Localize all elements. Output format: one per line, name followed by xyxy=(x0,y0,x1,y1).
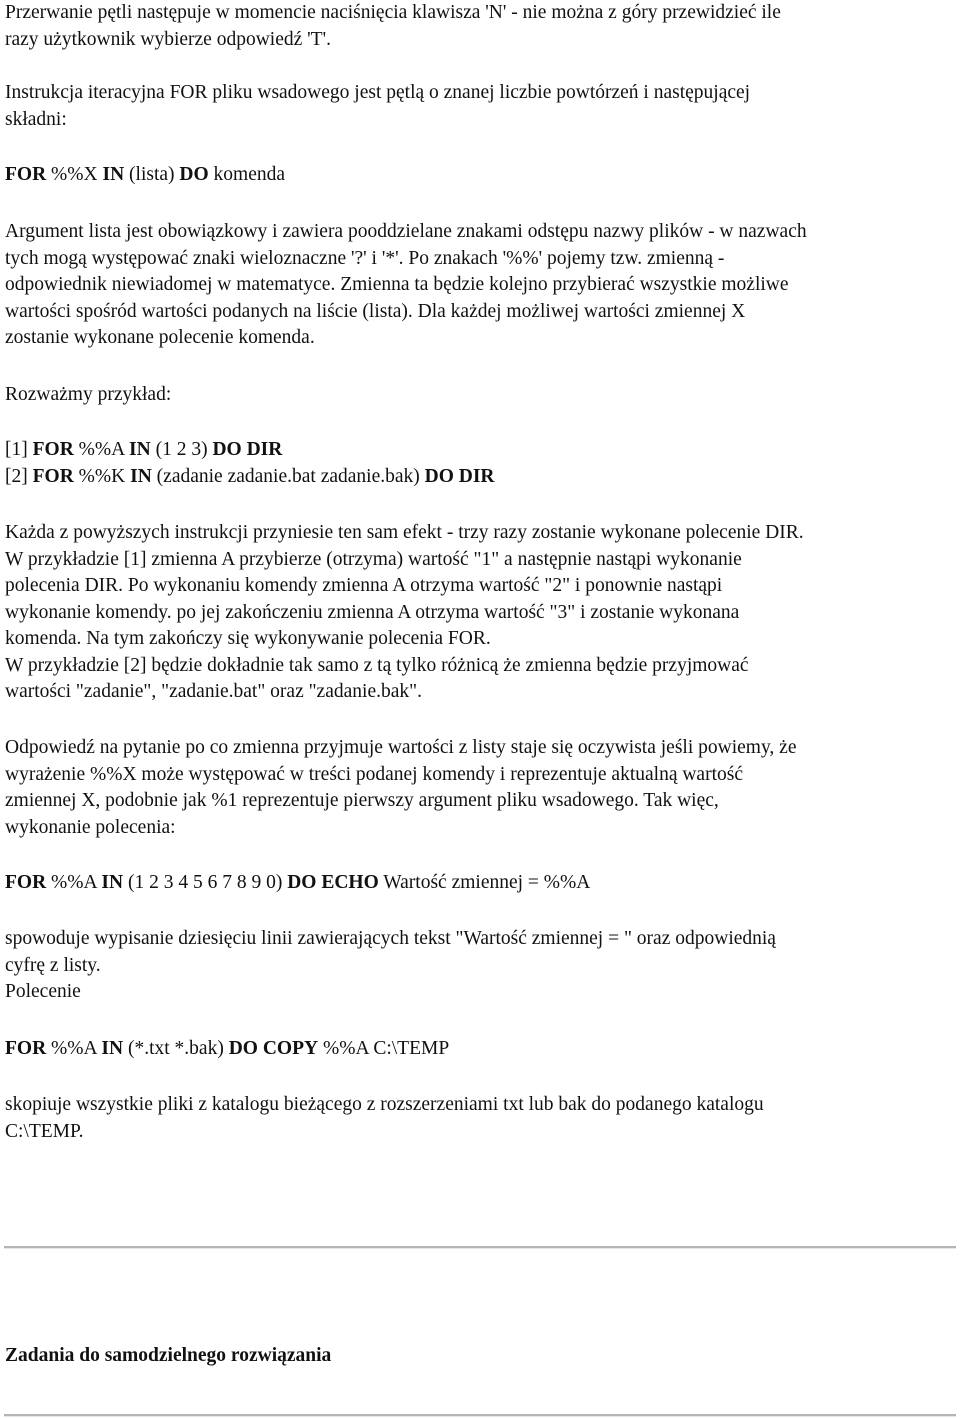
echo-result-line-3: Polecenie xyxy=(5,981,81,1002)
horizontal-rule-bottom xyxy=(4,1414,956,1417)
syntax-variable: %%X xyxy=(46,164,103,185)
argument-line-2: tych mogą występować znaki wieloznaczne '?' i '*'. Po znakach '%%' pojemy tzw. zmienną - xyxy=(5,247,725,269)
echo-keyword-for: FOR xyxy=(5,872,47,893)
echo-list: (1 2 3 4 5 6 7 8 9 0) xyxy=(123,872,288,893)
for-intro-line-1: Instrukcja iteracyjna FOR pliku wsadowego jest pętlą o znanej liczbie powtórzeń i następującej xyxy=(5,82,751,103)
copy-command xyxy=(5,1036,449,1063)
copy-result-paragraph xyxy=(5,1092,764,1145)
keyword-for: FOR xyxy=(5,164,47,185)
explanation-line-6: W przykładzie [2] będzie dokładnie tak samo z tą tylko różnicą że zmienna będzie przyjmować xyxy=(5,654,749,676)
example-1-keyword-in: IN xyxy=(129,439,151,460)
echo-rest: Wartość zmiennej = %%A xyxy=(378,872,591,893)
echo-keyword-in: IN xyxy=(101,872,124,893)
intro-line-1: Przerwanie pętli następuje w momencie naciśnięcia klawisza 'N' - nie można z góry przewidzieć ile xyxy=(5,2,781,23)
explanation-paragraph xyxy=(5,520,804,706)
example-1-number: [1] xyxy=(5,439,33,460)
answer-paragraph xyxy=(5,735,797,841)
example-2-keyword-in: IN xyxy=(130,466,152,487)
example-1-keyword-for: FOR xyxy=(32,439,74,460)
horizontal-rule-top xyxy=(4,1246,956,1249)
echo-command xyxy=(5,870,590,897)
copy-keyword-in: IN xyxy=(101,1038,124,1059)
for-syntax-line xyxy=(5,162,285,189)
example-2-variable: %%K xyxy=(73,466,131,487)
explanation-line-4: wykonanie komendy. po jej zakończeniu zmienna A otrzyma wartość "3" i zostanie wykonana xyxy=(5,601,740,623)
copy-result-line-1: skopiuje wszystkie pliki z katalogu bieżącego z rozszerzeniami txt lub bak do podanego katalogu xyxy=(5,1094,764,1115)
intro-paragraph xyxy=(5,0,781,53)
argument-line-3: odpowiednik niewiadomej w matematyce. Zmienna ta będzie kolejno przybierać wszystkie możliwe xyxy=(5,274,789,295)
copy-variable: %%A xyxy=(46,1038,102,1059)
example-2-number: [2] xyxy=(5,466,33,487)
answer-line-1: Odpowiedź na pytanie po co zmienna przyjmuje wartości z listy staje się oczywista jeśli powiemy, że xyxy=(5,737,797,758)
for-intro-line-2: składni: xyxy=(5,108,67,130)
example-1-variable: %%A xyxy=(73,439,130,460)
example-1-keyword-do: DO DIR xyxy=(212,439,283,460)
copy-list: (*.txt *.bak) xyxy=(123,1038,229,1059)
explanation-line-7: wartości "zadanie", "zadanie.bat" oraz "zadanie.bak". xyxy=(5,681,422,702)
echo-variable: %%A xyxy=(46,872,102,893)
example-1-list: (1 2 3) xyxy=(150,439,213,460)
example-2-list: (zadanie zadanie.bat zadanie.bak) xyxy=(151,466,425,487)
argument-line-5: zostanie wykonane polecenie komenda. xyxy=(5,327,315,348)
for-intro-paragraph xyxy=(5,80,750,133)
explanation-line-1: Każda z powyższych instrukcji przyniesie ten sam efekt - trzy razy zostanie wykonane polecenie DIR. xyxy=(5,522,804,543)
argument-line-4: wartości spośród wartości podanych na liście (lista). Dla każdej możliwej wartości zmiennej X xyxy=(5,300,746,322)
echo-result-line-1: spowoduje wypisanie dziesięciu linii zawierających tekst "Wartość zmiennej = " oraz odpowiednią xyxy=(5,928,776,949)
answer-line-4: wykonanie polecenia: xyxy=(5,816,176,838)
explanation-line-2: W przykładzie [1] zmienna A przybierze (otrzyma) wartość "1" a następnie nastąpi wykonanie xyxy=(5,548,742,570)
answer-line-3: zmiennej X, podobnie jak %1 reprezentuje pierwszy argument pliku wsadowego. Tak więc, xyxy=(5,790,719,811)
keyword-do: DO xyxy=(179,164,209,185)
intro-line-2: razy użytkownik wybierze odpowiedź 'T'. xyxy=(5,28,331,50)
answer-line-2: wyrażenie %%X może występować w treści podanej komendy i reprezentuje aktualną wartość xyxy=(5,763,743,785)
example-intro: Rozważmy przykład: xyxy=(5,384,172,405)
copy-keyword-do: DO COPY xyxy=(228,1038,319,1059)
copy-rest: %%A C:\TEMP xyxy=(318,1038,450,1059)
copy-keyword-for: FOR xyxy=(5,1038,47,1059)
syntax-list: (lista) xyxy=(124,164,180,185)
echo-result-line-2: cyfrę z listy. xyxy=(5,954,101,976)
example-2 xyxy=(5,464,495,491)
example-2-keyword-for: FOR xyxy=(32,466,74,487)
keyword-in: IN xyxy=(102,164,125,185)
syntax-command: komenda xyxy=(208,164,286,185)
argument-paragraph xyxy=(5,219,807,352)
explanation-line-3: polecenia DIR. Po wykonaniu komendy zmienna A otrzyma wartość "2" i ponownie nastąpi xyxy=(5,575,723,596)
argument-line-1: Argument lista jest obowiązkowy i zawiera pooddzielane znakami odstępu nazwy plików - w nazwach xyxy=(5,221,807,242)
echo-keyword-do: DO ECHO xyxy=(287,872,379,893)
example-2-keyword-do: DO DIR xyxy=(424,466,495,487)
example-1 xyxy=(5,437,282,464)
section-heading: Zadania do samodzielnego rozwiązania xyxy=(5,1345,332,1366)
echo-result-paragraph xyxy=(5,926,776,1006)
copy-result-line-2: C:\TEMP. xyxy=(5,1120,84,1142)
explanation-line-5: komenda. Na tym zakończy się wykonywanie polecenia FOR. xyxy=(5,628,491,649)
